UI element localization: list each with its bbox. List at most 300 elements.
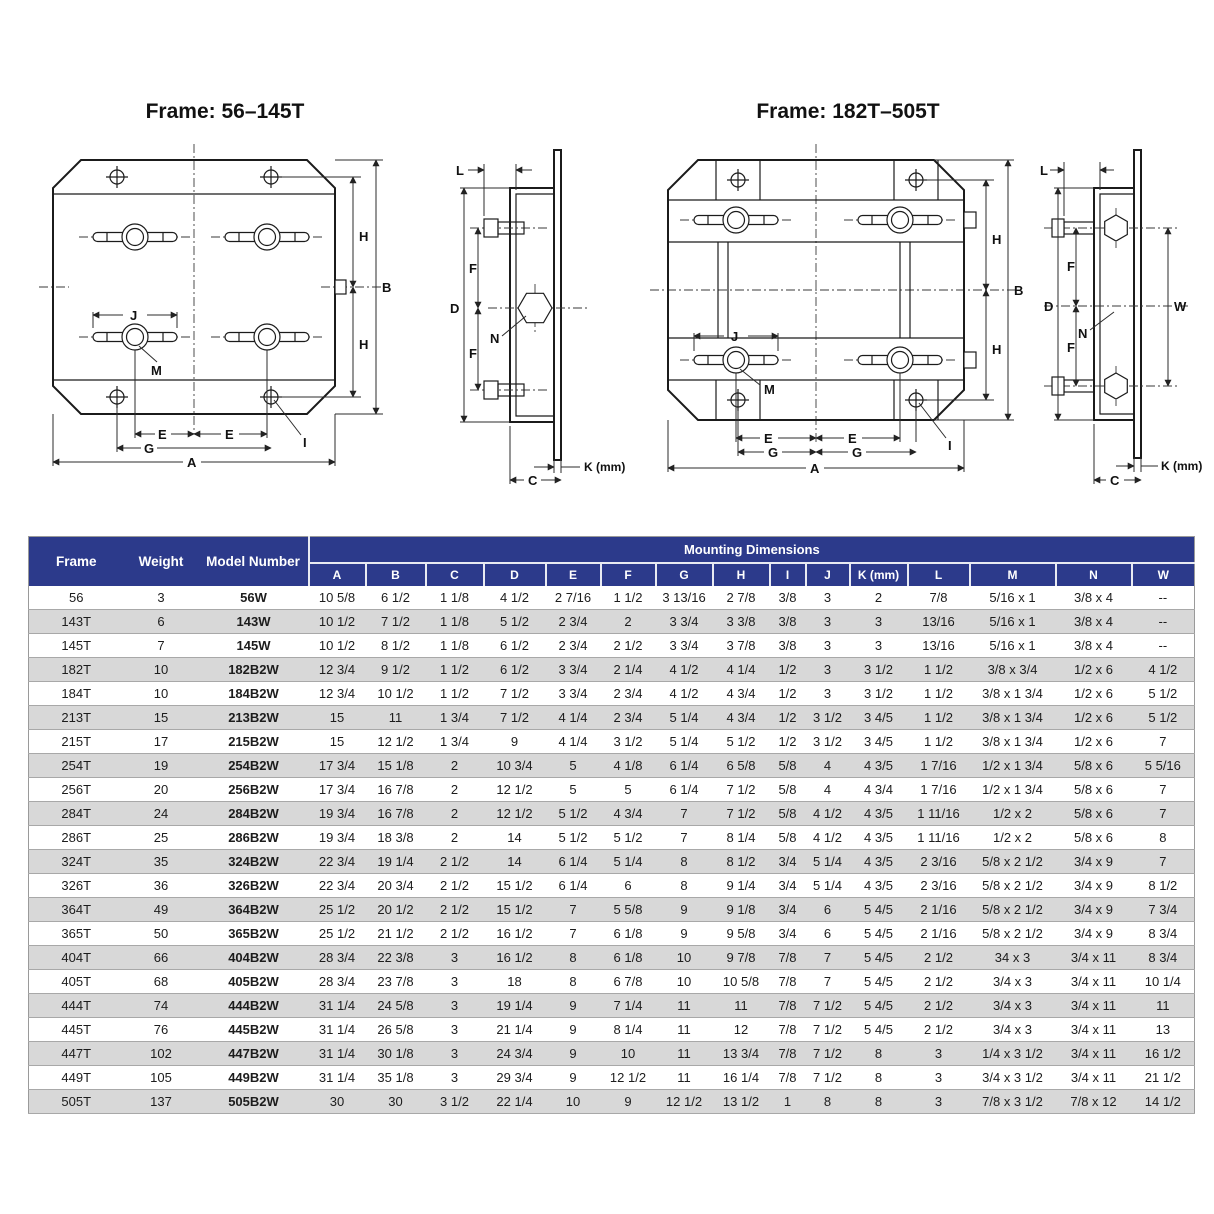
dim-w-cell: 4 1/2 [1132,658,1195,682]
dim-k-cell: 3 4/5 [850,730,908,754]
header-dim-m: M [970,563,1056,586]
dim-g-cell: 9 [656,922,713,946]
dim-l-cell: 2 1/16 [908,898,970,922]
dim-n-cell: 3/4 x 9 [1056,922,1132,946]
frame-cell: 184T [29,682,124,706]
dim-d-cell: 12 1/2 [484,778,546,802]
frame-cell: 364T [29,898,124,922]
hex-nut [1105,215,1128,241]
model-cell: 213B2W [199,706,309,730]
dim-d-cell: 9 [484,730,546,754]
dim-n-cell: 1/2 x 6 [1056,706,1132,730]
mounting-slot [211,224,323,250]
dim-f-cell: 6 [601,874,656,898]
dim-g-cell: 6 1/4 [656,778,713,802]
dim-c-cell: 1 3/4 [426,730,484,754]
dim-g-cell: 8 [656,850,713,874]
dim-m-cell: 1/2 x 2 [970,826,1056,850]
dim-b-cell: 7 1/2 [366,610,426,634]
hex-nut [1105,373,1128,399]
model-cell: 182B2W [199,658,309,682]
dim-l-cell: 2 3/16 [908,850,970,874]
dim-l-cell: 1 7/16 [908,778,970,802]
dim-l-cell: 3 [908,1066,970,1090]
dim-j-cell: 4 [806,778,850,802]
frame-cell: 284T [29,802,124,826]
weight-cell: 10 [124,658,199,682]
dim-d-cell: 15 1/2 [484,898,546,922]
dim-f-cell: 2 [601,610,656,634]
dim-e-cell: 10 [546,1090,601,1114]
dim-j-cell: 7 [806,946,850,970]
dim-k-cell: 4 3/5 [850,850,908,874]
corner-hole [106,166,128,188]
dim-label-l: L [1040,163,1048,178]
dim-k-cell: 4 3/5 [850,826,908,850]
dim-h-cell: 4 1/4 [713,658,770,682]
dim-i-cell: 3/4 [770,922,806,946]
dim-j-cell: 7 1/2 [806,1042,850,1066]
table-row [29,802,1195,826]
dim-a-cell: 22 3/4 [309,874,366,898]
dim-j-cell: 4 1/2 [806,826,850,850]
dim-w-cell: 7 [1132,730,1195,754]
dim-g-cell: 11 [656,994,713,1018]
dim-b-cell: 19 1/4 [366,850,426,874]
model-cell: 256B2W [199,778,309,802]
dim-n-cell: 5/8 x 6 [1056,802,1132,826]
dim-c-cell: 1 1/2 [426,658,484,682]
header-weight: Weight [124,537,199,587]
dim-label-e: E [848,431,857,446]
dim-k-cell: 3 4/5 [850,706,908,730]
table-row [29,850,1195,874]
frame-cell: 254T [29,754,124,778]
dim-l-cell: 13/16 [908,610,970,634]
dim-j-cell: 7 1/2 [806,994,850,1018]
top-view-diagram-56-145t [35,142,415,474]
dim-b-cell: 16 7/8 [366,778,426,802]
dim-b-cell: 12 1/2 [366,730,426,754]
dim-i-cell: 3/4 [770,874,806,898]
dim-a-cell: 15 [309,706,366,730]
dim-b-cell: 8 1/2 [366,634,426,658]
model-cell: 215B2W [199,730,309,754]
corner-hole [106,386,128,408]
dim-h-cell: 6 5/8 [713,754,770,778]
dim-n-cell: 1/2 x 6 [1056,658,1132,682]
side-bolt-stub [964,212,976,228]
dim-j-cell: 7 1/2 [806,1066,850,1090]
dim-label-c: C [1110,473,1120,488]
dim-l-cell: 2 1/2 [908,946,970,970]
dim-c-cell: 2 1/2 [426,850,484,874]
dim-g-cell: 7 [656,802,713,826]
dim-h-cell: 11 [713,994,770,1018]
table-body [29,586,1195,1114]
dim-h-cell: 5 1/2 [713,730,770,754]
dim-d-cell: 7 1/2 [484,682,546,706]
dim-h-cell: 13 1/2 [713,1090,770,1114]
dim-j-cell: 3 [806,634,850,658]
dim-n-cell: 5/8 x 6 [1056,778,1132,802]
frame-cell: 365T [29,922,124,946]
dim-m-cell: 34 x 3 [970,946,1056,970]
dim-l-cell: 1 1/2 [908,730,970,754]
mounting-slot [844,207,956,233]
dim-k-cell: 8 [850,1042,908,1066]
header-dim-g: G [656,563,713,586]
dim-a-cell: 12 3/4 [309,658,366,682]
dim-w-cell: 8 [1132,826,1195,850]
dim-d-cell: 16 1/2 [484,922,546,946]
weight-cell: 66 [124,946,199,970]
dim-e-cell: 7 [546,898,601,922]
mounting-slot [211,324,323,350]
dim-h-cell: 12 [713,1018,770,1042]
dim-n-cell: 5/8 x 6 [1056,754,1132,778]
dim-c-cell: 2 1/2 [426,898,484,922]
dim-j-cell: 3 1/2 [806,730,850,754]
table-row [29,826,1195,850]
dim-d-cell: 6 1/2 [484,634,546,658]
dim-n-cell: 5/8 x 6 [1056,826,1132,850]
dim-f-cell: 5 [601,778,656,802]
dim-label-e: E [158,427,167,442]
dim-j-cell: 3 1/2 [806,706,850,730]
dim-w-cell: 11 [1132,994,1195,1018]
dim-e-cell: 4 1/4 [546,730,601,754]
dim-g-cell: 3 3/4 [656,610,713,634]
dim-g-cell: 11 [656,1066,713,1090]
dim-m-cell: 5/16 x 1 [970,610,1056,634]
diagram-title-large-frames: Frame: 182T–505T [756,100,940,123]
table-row [29,970,1195,994]
dim-label-f: F [1067,259,1075,274]
dim-c-cell: 1 3/4 [426,706,484,730]
dim-b-cell: 30 1/8 [366,1042,426,1066]
dim-label-f: F [1067,340,1075,355]
dim-w-cell: 16 1/2 [1132,1042,1195,1066]
dim-label-g: G [144,441,155,456]
header-dim-f: F [601,563,656,586]
dim-h-cell: 16 1/4 [713,1066,770,1090]
dim-b-cell: 6 1/2 [366,586,426,610]
dim-j-cell: 3 [806,586,850,610]
dim-w-cell: 7 [1132,778,1195,802]
dim-k-cell: 4 3/5 [850,802,908,826]
dim-i-cell: 5/8 [770,802,806,826]
dimensions-table [28,536,1194,1114]
dim-n-cell: 3/4 x 9 [1056,850,1132,874]
dim-i-cell: 1/2 [770,658,806,682]
dim-g-cell: 4 1/2 [656,682,713,706]
dim-m-cell: 3/4 x 3 1/2 [970,1066,1056,1090]
dim-b-cell: 20 3/4 [366,874,426,898]
dim-g-cell: 5 1/4 [656,706,713,730]
dim-n-cell: 3/4 x 9 [1056,898,1132,922]
dim-k-cell: 5 4/5 [850,922,908,946]
dim-w-cell: 10 1/4 [1132,970,1195,994]
dim-j-cell: 6 [806,922,850,946]
model-cell: 404B2W [199,946,309,970]
dim-i-cell: 3/4 [770,850,806,874]
dim-k-cell: 4 3/5 [850,874,908,898]
dim-label-e: E [764,431,773,446]
dim-m-cell: 3/8 x 3/4 [970,658,1056,682]
dim-k-cell: 3 [850,610,908,634]
dim-n-cell: 3/8 x 4 [1056,586,1132,610]
weight-cell: 137 [124,1090,199,1114]
dim-c-cell: 2 1/2 [426,874,484,898]
frame-cell: 505T [29,1090,124,1114]
model-cell: 365B2W [199,922,309,946]
dim-f-cell: 5 1/4 [601,850,656,874]
dim-m-cell: 3/4 x 3 [970,1018,1056,1042]
dim-a-cell: 28 3/4 [309,970,366,994]
dim-n-cell: 3/4 x 11 [1056,1066,1132,1090]
dim-label-h: H [992,232,1002,247]
dim-e-cell: 5 1/2 [546,826,601,850]
dim-a-cell: 10 5/8 [309,586,366,610]
dim-f-cell: 12 1/2 [601,1066,656,1090]
dim-b-cell: 9 1/2 [366,658,426,682]
table-row [29,1066,1195,1090]
frame-cell: 145T [29,634,124,658]
dim-e-cell: 5 [546,778,601,802]
dim-w-cell: 21 1/2 [1132,1066,1195,1090]
dim-w-cell: 14 1/2 [1132,1090,1195,1114]
dim-a-cell: 19 3/4 [309,826,366,850]
dim-label-c: C [528,473,538,488]
dim-e-cell: 9 [546,1066,601,1090]
dim-w-cell: -- [1132,634,1195,658]
mounting-slot [844,347,956,373]
top-view-diagram-182t-505t [648,142,1048,482]
dim-k-cell: 8 [850,1066,908,1090]
mounting-slot [680,207,792,233]
table-row [29,706,1195,730]
dim-k-cell: 5 4/5 [850,898,908,922]
weight-cell: 15 [124,706,199,730]
dim-l-cell: 2 1/2 [908,994,970,1018]
dim-m-cell: 3/8 x 1 3/4 [970,706,1056,730]
dim-a-cell: 25 1/2 [309,922,366,946]
dim-l-cell: 2 1/2 [908,1018,970,1042]
dim-h-cell: 9 1/8 [713,898,770,922]
model-cell: 405B2W [199,970,309,994]
dim-l-cell: 2 1/16 [908,922,970,946]
dim-a-cell: 10 1/2 [309,634,366,658]
table-row [29,1042,1195,1066]
dim-m-cell: 1/4 x 3 1/2 [970,1042,1056,1066]
dim-a-cell: 31 1/4 [309,1042,366,1066]
dim-m-cell: 7/8 x 3 1/2 [970,1090,1056,1114]
dim-w-cell: 5 1/2 [1132,706,1195,730]
frame-cell: 215T [29,730,124,754]
corner-hole [727,169,749,191]
dim-i-cell: 1/2 [770,682,806,706]
dim-f-cell: 2 1/2 [601,634,656,658]
bolt [470,381,548,399]
dim-l-cell: 3 [908,1042,970,1066]
dim-label-k: K (mm) [584,460,626,474]
header-dim-k: K (mm) [850,563,908,586]
dim-c-cell: 2 1/2 [426,922,484,946]
dim-l-cell: 1 1/2 [908,682,970,706]
dim-label-i: I [948,438,952,453]
dim-b-cell: 20 1/2 [366,898,426,922]
dim-c-cell: 3 [426,1066,484,1090]
dim-e-cell: 3 3/4 [546,682,601,706]
dim-d-cell: 10 3/4 [484,754,546,778]
dim-f-cell: 1 1/2 [601,586,656,610]
dim-a-cell: 31 1/4 [309,1018,366,1042]
dim-f-cell: 2 3/4 [601,706,656,730]
dim-label-w: W [1174,299,1187,314]
dim-l-cell: 1 11/16 [908,802,970,826]
dim-a-cell: 28 3/4 [309,946,366,970]
dim-f-cell: 5 1/2 [601,826,656,850]
dim-m-cell: 3/4 x 3 [970,970,1056,994]
header-dim-d: D [484,563,546,586]
dim-d-cell: 5 1/2 [484,610,546,634]
dim-i-cell: 7/8 [770,946,806,970]
frame-cell: 444T [29,994,124,1018]
dim-b-cell: 16 7/8 [366,802,426,826]
dim-w-cell: -- [1132,610,1195,634]
model-cell: 56W [199,586,309,610]
table-row [29,946,1195,970]
dim-e-cell: 7 [546,922,601,946]
model-cell: 143W [199,610,309,634]
dim-k-cell: 3 [850,634,908,658]
dim-i-cell: 1 [770,1090,806,1114]
dim-i-cell: 3/8 [770,634,806,658]
dim-h-cell: 10 5/8 [713,970,770,994]
header-dim-e: E [546,563,601,586]
dim-m-cell: 1/2 x 1 3/4 [970,754,1056,778]
dim-d-cell: 21 1/4 [484,1018,546,1042]
frame-cell: 326T [29,874,124,898]
dim-c-cell: 3 [426,1018,484,1042]
dim-e-cell: 9 [546,1018,601,1042]
header-dim-a: A [309,563,366,586]
dim-a-cell: 22 3/4 [309,850,366,874]
header-dim-b: B [366,563,426,586]
dim-n-cell: 3/4 x 11 [1056,1042,1132,1066]
dim-b-cell: 15 1/8 [366,754,426,778]
weight-cell: 24 [124,802,199,826]
dim-d-cell: 6 1/2 [484,658,546,682]
dim-a-cell: 19 3/4 [309,802,366,826]
dim-a-cell: 17 3/4 [309,754,366,778]
dim-b-cell: 11 [366,706,426,730]
dim-g-cell: 9 [656,898,713,922]
dim-k-cell: 5 4/5 [850,1018,908,1042]
dim-c-cell: 3 [426,946,484,970]
frame-cell: 405T [29,970,124,994]
dim-f-cell: 9 [601,1090,656,1114]
dim-g-cell: 6 1/4 [656,754,713,778]
dim-g-cell: 4 1/2 [656,658,713,682]
dim-a-cell: 15 [309,730,366,754]
dim-e-cell: 9 [546,994,601,1018]
dim-a-cell: 12 3/4 [309,682,366,706]
dim-c-cell: 2 [426,802,484,826]
dim-c-cell: 1 1/8 [426,634,484,658]
dim-k-cell: 5 4/5 [850,994,908,1018]
dim-j-cell: 4 1/2 [806,802,850,826]
dim-d-cell: 7 1/2 [484,706,546,730]
dim-n-cell: 3/8 x 4 [1056,610,1132,634]
frame-cell: 404T [29,946,124,970]
dim-d-cell: 22 1/4 [484,1090,546,1114]
dim-j-cell: 3 [806,658,850,682]
dim-f-cell: 4 1/8 [601,754,656,778]
model-cell: 505B2W [199,1090,309,1114]
dim-m-cell: 5/8 x 2 1/2 [970,850,1056,874]
weight-cell: 50 [124,922,199,946]
weight-cell: 36 [124,874,199,898]
dim-j-cell: 3 [806,682,850,706]
dim-w-cell: 5 1/2 [1132,682,1195,706]
dim-i-cell: 3/4 [770,898,806,922]
table-row [29,610,1195,634]
dim-j-cell: 5 1/4 [806,850,850,874]
header-dim-c: C [426,563,484,586]
dim-f-cell: 6 7/8 [601,970,656,994]
dim-h-cell: 4 3/4 [713,682,770,706]
dim-g-cell: 8 [656,874,713,898]
side-bolt-stub [964,352,976,368]
dim-label-m: M [764,382,775,397]
dim-label-h: H [359,229,369,244]
dim-h-cell: 13 3/4 [713,1042,770,1066]
mounting-slot [680,347,792,373]
model-cell: 286B2W [199,826,309,850]
dim-e-cell: 5 1/2 [546,802,601,826]
weight-cell: 20 [124,778,199,802]
table-row [29,634,1195,658]
dim-l-cell: 7/8 [908,586,970,610]
weight-cell: 25 [124,826,199,850]
dim-m-cell: 3/8 x 1 3/4 [970,682,1056,706]
weight-cell: 19 [124,754,199,778]
dim-h-cell: 9 1/4 [713,874,770,898]
dim-n-cell: 7/8 x 12 [1056,1090,1132,1114]
dim-w-cell: 8 3/4 [1132,946,1195,970]
side-view-diagram-56-145t [428,140,633,490]
dim-h-cell: 3 7/8 [713,634,770,658]
dim-i-cell: 7/8 [770,1042,806,1066]
dim-n-cell: 3/4 x 11 [1056,970,1132,994]
dim-n-cell: 3/4 x 11 [1056,994,1132,1018]
dim-g-cell: 5 1/4 [656,730,713,754]
dim-k-cell: 8 [850,1090,908,1114]
diagram-title-small-frames: Frame: 56–145T [145,100,305,123]
dim-label-n: N [490,331,500,346]
weight-cell: 74 [124,994,199,1018]
dim-m-cell: 5/8 x 2 1/2 [970,874,1056,898]
bolt [1044,366,1178,406]
model-cell: 284B2W [199,802,309,826]
dim-d-cell: 29 3/4 [484,1066,546,1090]
table-row [29,682,1195,706]
dim-i-cell: 3/8 [770,586,806,610]
model-cell: 145W [199,634,309,658]
table-row [29,1090,1195,1114]
